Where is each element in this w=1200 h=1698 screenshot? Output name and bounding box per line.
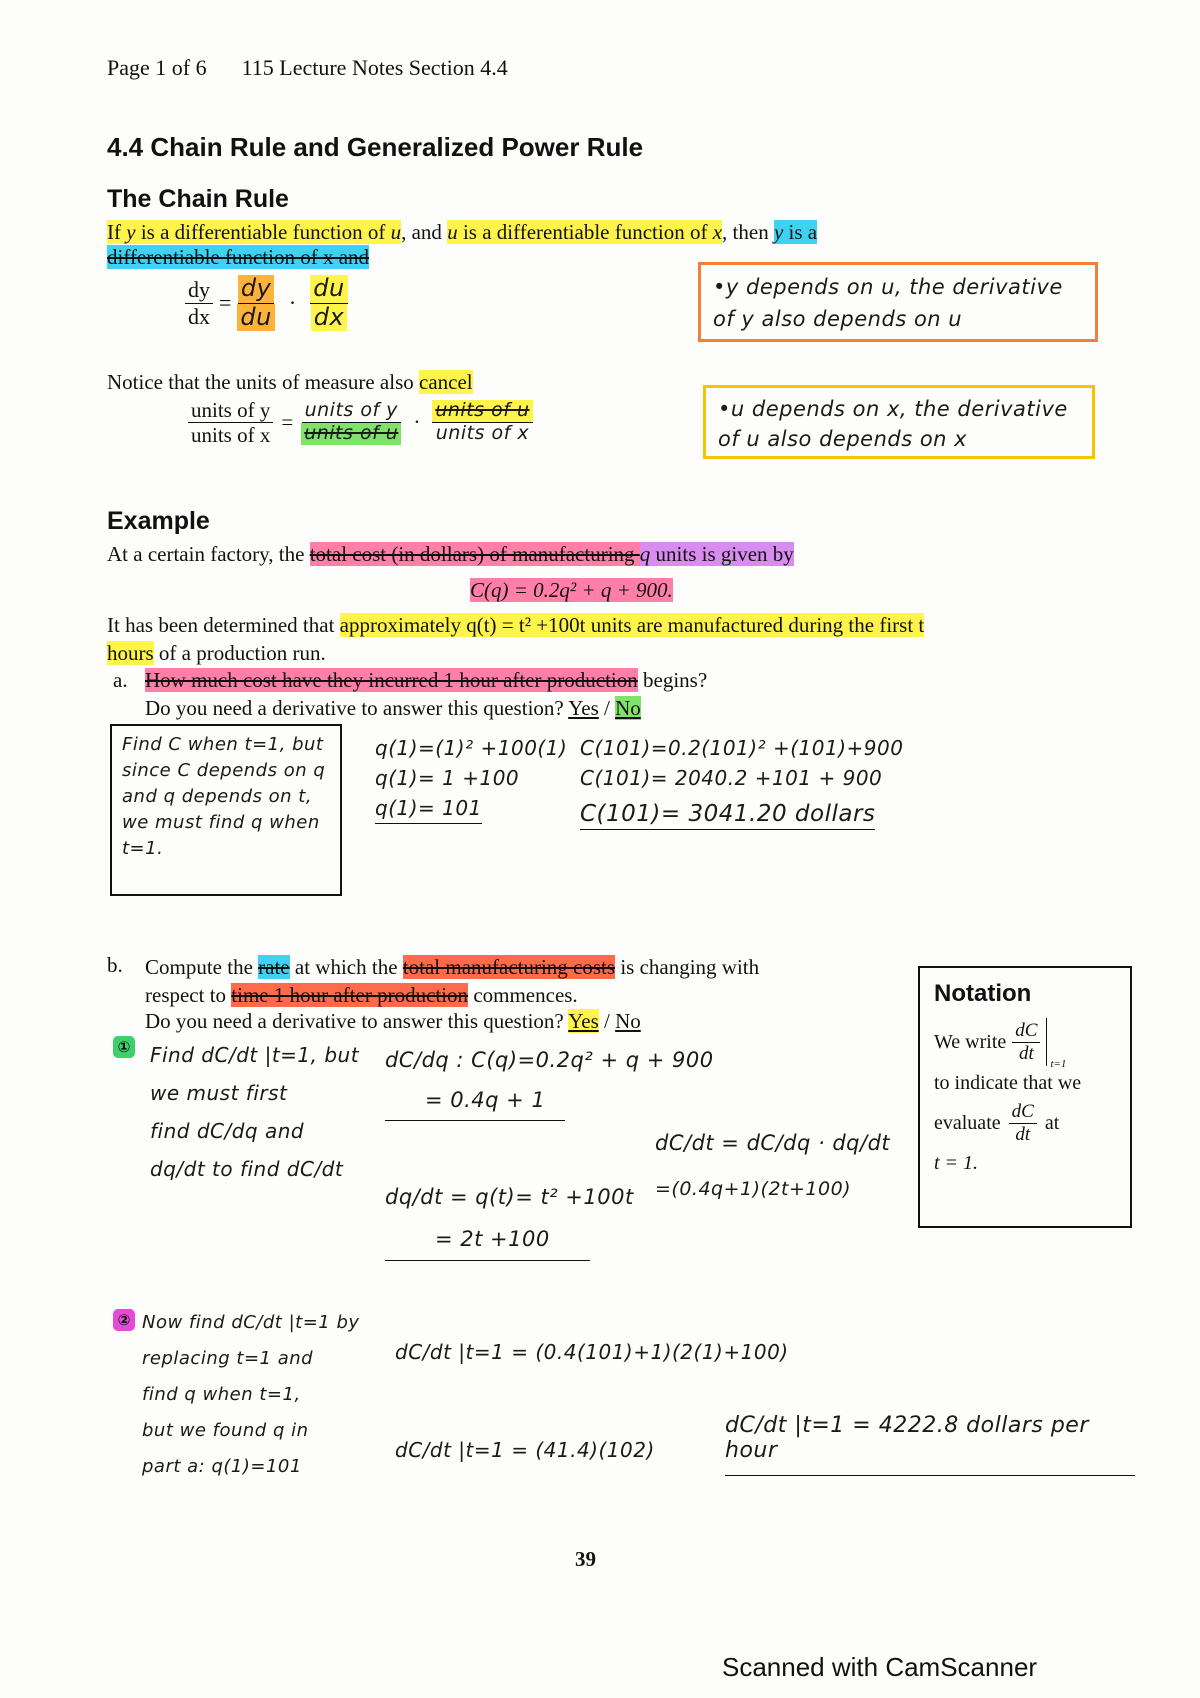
step-note-line: dq/dt to find dC/dt xyxy=(150,1157,344,1181)
part-b-label: b. xyxy=(107,953,123,977)
fraction-denominator: units of x xyxy=(191,423,271,448)
step1-marker-label: ① xyxy=(113,1036,135,1058)
step-note-line: Now find dC/dt |t=1 by xyxy=(142,1312,360,1333)
derivative-question-text: Do you need a derivative to answer this question? xyxy=(145,696,569,720)
part-b-text: at which the xyxy=(289,955,403,979)
step-note-line: Find dC/dt |t=1, but xyxy=(150,1043,360,1067)
notation-text: at xyxy=(1044,1111,1060,1134)
dc-dt-fraction xyxy=(1009,1101,1037,1146)
dy-dx-fraction xyxy=(185,277,213,329)
statement-text: , and xyxy=(401,220,448,244)
units-cancel-word: cancel xyxy=(419,370,473,394)
camscanner-watermark: Scanned with CamScanner xyxy=(722,1652,1038,1682)
part-b-text: respect to xyxy=(145,983,232,1007)
example-highlight: hours xyxy=(107,641,154,665)
fraction-denominator: units of x xyxy=(435,422,530,445)
part-a-derivative-question xyxy=(145,696,641,721)
part-a-label: a. xyxy=(113,668,128,692)
part-a-question xyxy=(145,668,707,693)
example-text: At a certain factory, the xyxy=(107,542,310,566)
work-line: q(1)=(1)² +100(1) xyxy=(375,736,568,760)
example-text: units is given by xyxy=(650,542,794,566)
part-b-highlight: time 1 hour after production xyxy=(231,983,469,1007)
chain-rule-formula xyxy=(185,275,348,331)
part-a-text: begins? xyxy=(637,668,708,692)
statement-var: u xyxy=(447,220,458,244)
statement-text: , then xyxy=(722,220,774,244)
notation-text: evaluate xyxy=(934,1111,1001,1134)
part-b-question xyxy=(145,953,759,1009)
dcdq-work xyxy=(385,1040,714,1121)
statement-text: is a xyxy=(783,220,818,244)
example-highlight: total cost (in dollars) of manufacturing xyxy=(309,542,640,566)
yes-option: Yes xyxy=(568,1009,599,1033)
units-formula xyxy=(188,398,533,447)
fraction-denominator: dx xyxy=(311,304,347,332)
fraction-denominator: units of u xyxy=(301,423,401,445)
final-answer: dC/dt |t=1 = 4222.8 dollars per hour xyxy=(725,1413,1135,1476)
fraction-denominator: dt xyxy=(1015,1123,1031,1145)
work-line: C(101)= 2040.2 +101 + 900 xyxy=(580,766,883,790)
part-a-note-box: Find C when t=1, but since C depends on q and q depends on t, we must find q when t=1. xyxy=(110,724,342,896)
equals-sign: = xyxy=(219,290,232,316)
step-note-line: find dC/dq and xyxy=(150,1119,305,1143)
no-option: No xyxy=(615,1009,641,1033)
page-indicator: Page 1 of 6 xyxy=(107,55,207,80)
dc-dt-fraction xyxy=(1012,1020,1040,1065)
part-a-highlight: How much cost have they incurred 1 hour after production xyxy=(145,668,638,692)
du-dx-fraction xyxy=(310,275,347,331)
step2-marker xyxy=(113,1309,135,1331)
work-line: q(1)= 1 +100 xyxy=(375,766,520,790)
units-y-u-fraction xyxy=(301,400,401,445)
section-title: 4.4 Chain Rule and Generalized Power Rule xyxy=(107,132,644,162)
step-note-line: replacing t=1 and xyxy=(142,1348,314,1369)
units-notice xyxy=(107,370,473,395)
substitution-line2: dC/dt |t=1 = (41.4)(102) xyxy=(395,1438,655,1462)
part-a-c-work xyxy=(580,733,903,830)
fraction-numerator: dC xyxy=(1009,1101,1037,1124)
example-text: of a production run. xyxy=(153,641,326,665)
part-b-text: commences. xyxy=(468,983,578,1007)
fraction-numerator: dy xyxy=(185,277,213,303)
cost-function-text: C(q) = 0.2q² + q + 900. xyxy=(470,578,673,602)
work-line: dq/dt = q(t)= t² +100t xyxy=(385,1185,634,1209)
notation-we-write xyxy=(934,1018,1116,1070)
page-number: 39 xyxy=(575,1547,596,1571)
option-separator: / xyxy=(598,696,616,720)
part-a-q-work xyxy=(375,733,567,824)
part-b-highlight: rate xyxy=(258,955,290,979)
work-line: dC/dq : C(q)=0.2q² + q + 900 xyxy=(385,1048,714,1072)
step2-marker-label: ② xyxy=(113,1309,135,1331)
dy-du-fraction xyxy=(237,275,274,331)
units-y-x-fraction xyxy=(188,398,273,447)
evaluation-bar xyxy=(1046,1018,1067,1070)
statement-var: u xyxy=(390,220,402,244)
notation-text: We write xyxy=(934,1030,1007,1053)
equals-sign: = xyxy=(281,410,294,435)
units-u-x-fraction xyxy=(432,400,532,445)
notation-indicate: to indicate that we xyxy=(934,1072,1082,1094)
statement-text: is a differentiable function of xyxy=(457,220,713,244)
cost-function xyxy=(470,578,673,603)
part-b-text: is changing with xyxy=(615,955,760,979)
step-note-line: part a: q(1)=101 xyxy=(142,1456,302,1477)
chain-rule-heading: The Chain Rule xyxy=(107,185,289,213)
example-line2 xyxy=(107,611,1097,667)
evaluation-subscript: t=1 xyxy=(1050,1058,1067,1070)
option-separator: / xyxy=(598,1009,616,1033)
dot-operator: · xyxy=(288,290,297,316)
work-line: =(0.4q+1)(2t+100) xyxy=(655,1178,852,1200)
fraction-denominator: dx xyxy=(188,303,210,329)
no-option: No xyxy=(615,696,641,720)
dot-operator: · xyxy=(413,410,421,435)
notation-evaluate xyxy=(934,1101,1116,1146)
fraction-denominator: du xyxy=(237,304,274,332)
example-var: q xyxy=(639,542,651,566)
part-b-highlight: total manufacturing costs xyxy=(402,955,616,979)
fraction-numerator: units of u xyxy=(432,400,532,423)
statement-var: y xyxy=(126,220,136,244)
example-text: It has been determined that xyxy=(107,613,340,637)
derivative-question-text: Do you need a derivative to answer this question? xyxy=(145,1009,569,1033)
part-b-derivative-question xyxy=(145,1009,641,1034)
chain-work xyxy=(655,1120,890,1212)
step2-notes xyxy=(142,1305,360,1485)
work-line: dC/dt = dC/dq · dq/dt xyxy=(655,1131,891,1155)
part-b-text: Compute the xyxy=(145,955,259,979)
step-note-line: but we found q in xyxy=(142,1420,309,1441)
work-line: = 2t +100 xyxy=(385,1218,590,1261)
fraction-numerator: dy xyxy=(238,275,274,304)
notation-t-eq: t = 1. xyxy=(934,1151,979,1174)
step1-marker xyxy=(113,1036,135,1058)
substitution-line1: dC/dt |t=1 = (0.4(101)+1)(2(1)+100) xyxy=(395,1340,789,1364)
yes-option: Yes xyxy=(568,696,599,720)
dqdt-work xyxy=(385,1176,634,1261)
statement-text: is a differentiable function of xyxy=(135,220,391,244)
fraction-numerator: du xyxy=(310,275,347,304)
work-line: q(1)= 101 xyxy=(375,793,482,824)
note-y-depends-box: •y depends on u, the derivative of y also depends on u xyxy=(698,262,1098,342)
example-line1 xyxy=(107,542,794,567)
example-highlight: approximately q(t) = t² +100t units are manufactured during the first t xyxy=(339,613,925,637)
statement-var: x xyxy=(712,220,723,244)
statement-var: y xyxy=(773,220,784,244)
fraction-numerator: dC xyxy=(1012,1020,1040,1043)
course-title: 115 Lecture Notes Section 4.4 xyxy=(241,55,508,80)
step-note-line: we must first xyxy=(150,1081,288,1105)
step1-notes xyxy=(150,1036,359,1188)
part-a-answer: C(101)= 3041.20 dollars xyxy=(580,799,875,830)
example-heading: Example xyxy=(107,507,210,535)
notation-title: Notation xyxy=(934,980,1032,1007)
fraction-numerator: units of y xyxy=(188,398,273,423)
fraction-numerator: units of y xyxy=(302,400,401,423)
page-header xyxy=(107,55,508,81)
work-line: = 0.4q + 1 xyxy=(385,1080,565,1121)
work-line: C(101)=0.2(101)² +(101)+900 xyxy=(580,736,904,760)
fraction-denominator: dt xyxy=(1018,1042,1034,1064)
statement-line2: differentiable function of x and xyxy=(107,245,370,269)
note-u-depends-box: •u depends on x, the derivative of u also depends on x xyxy=(703,385,1095,459)
units-notice-text: Notice that the units of measure also xyxy=(107,370,419,394)
notation-box xyxy=(918,966,1132,1228)
statement-text: If xyxy=(107,220,127,244)
step-note-line: find q when t=1, xyxy=(142,1384,301,1405)
